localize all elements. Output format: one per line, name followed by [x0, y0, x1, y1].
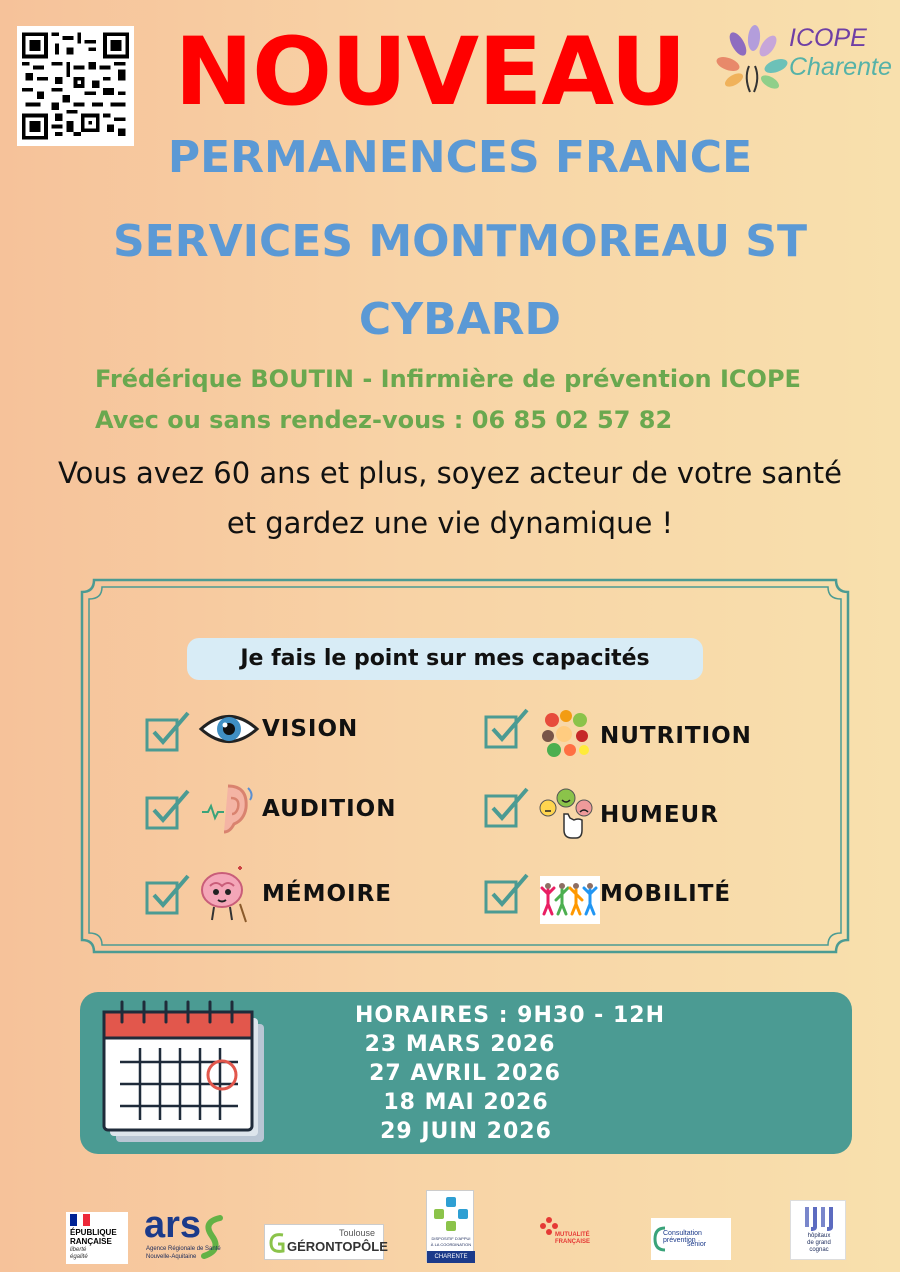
ars-name: ars [144, 1204, 202, 1246]
republique-francaise-logo [66, 1212, 128, 1264]
contact-name: Frédérique BOUTIN - Infirmière de prévention ICOPE [95, 365, 801, 393]
mutualite-line2: FRANÇAISE [555, 1239, 591, 1245]
checkbox-icon [484, 872, 530, 914]
checkbox-icon [484, 786, 530, 828]
republique-motto2: égalité [70, 1254, 88, 1260]
contact-phone[interactable]: Avec ou sans rendez-vous : 06 85 02 57 82 [95, 406, 673, 434]
exercise-icon [540, 876, 600, 924]
headline-line-3: CYBARD [358, 294, 562, 345]
food-icon [538, 706, 594, 762]
gerontopole-line2: GÉRONTOPÔLE [287, 1239, 388, 1254]
dac-line2: À LA COORDINATION [430, 1242, 472, 1247]
marianne-flag-icon [70, 1214, 90, 1226]
ars-logo [144, 1204, 228, 1264]
consultation-prevention-senior-logo [651, 1218, 731, 1260]
icope-charente-logo [716, 22, 892, 100]
capacity-label-mobilite: MOBILITÉ [600, 881, 732, 907]
capacity-label-nutrition: NUTRITION [600, 723, 752, 749]
schedule-date: 18 MAI 2026 [383, 1090, 549, 1115]
gerontopole-logo [264, 1224, 388, 1260]
hopitaux-line1: hôpitaux [807, 1233, 831, 1239]
hopitaux-line2: de grand [807, 1240, 831, 1246]
ear-icon [198, 778, 260, 840]
headline-line-2: SERVICES MONTMOREAU ST [112, 216, 807, 267]
ars-sub2: Nouvelle-Aquitaine [146, 1254, 197, 1260]
capacity-label-memoire: MÉMOIRE [262, 881, 393, 907]
eye-icon [198, 698, 260, 760]
republique-line1: ÉPUBLIQUE [70, 1228, 117, 1237]
republique-line2: RANÇAISE [70, 1237, 112, 1246]
headline-line-1: PERMANENCES FRANCE [167, 132, 753, 183]
capacity-label-vision: VISION [262, 716, 359, 742]
icope-logo-line2: Charente [789, 53, 892, 81]
calendar-icon [100, 998, 270, 1148]
mutualite-francaise-logo [537, 1214, 599, 1254]
checkbox-icon [484, 707, 530, 749]
gerontopole-line1: Toulouse [338, 1228, 375, 1238]
mood-faces-icon [538, 786, 594, 842]
ars-swoosh-icon [200, 1212, 224, 1260]
dac-charente-logo [426, 1190, 474, 1262]
dac-cross-icon [431, 1194, 471, 1234]
capacity-label-audition: AUDITION [262, 796, 397, 822]
schedule-date: 27 AVRIL 2026 [369, 1061, 561, 1086]
brain-icon [194, 862, 256, 924]
mutualite-line1: MUTUALITÉ [555, 1232, 590, 1238]
schedule-hours: HORAIRES : 9H30 - 12H [354, 1003, 665, 1028]
checkbox-icon [145, 788, 191, 830]
hopitaux-line3: cognac [809, 1247, 829, 1253]
checkbox-icon [145, 710, 191, 752]
icope-leaves-icon [716, 22, 788, 100]
schedule-date: 29 JUIN 2026 [380, 1119, 552, 1144]
ars-sub1: Agence Régionale de Santé [146, 1246, 221, 1252]
hopitaux-bars-icon [801, 1205, 837, 1231]
checkbox-icon [145, 873, 191, 915]
gerontopole-g-icon [269, 1231, 285, 1255]
dac-line1: DISPOSITIF D'APPUI [431, 1236, 471, 1241]
schedule-date: 23 MARS 2026 [364, 1032, 556, 1057]
republique-motto1: liberté [70, 1247, 87, 1253]
intro-text: Vous avez 60 ans et plus, soyez acteur de votre santé et gardez une vie dynamique ! [58, 456, 842, 540]
capacity-label-humeur: HUMEUR [600, 802, 719, 828]
hopitaux-grand-cognac-logo [790, 1200, 846, 1260]
cps-line2: sénior [687, 1241, 707, 1248]
dac-line3: CHARENTE [427, 1251, 475, 1263]
icope-logo-line1: ICOPE [789, 24, 867, 52]
cps-line1: Consultation prévention [663, 1230, 702, 1244]
capacities-heading: Je fais le point sur mes capacités [187, 638, 703, 680]
nouveau-title: NOUVEAU [174, 18, 686, 127]
